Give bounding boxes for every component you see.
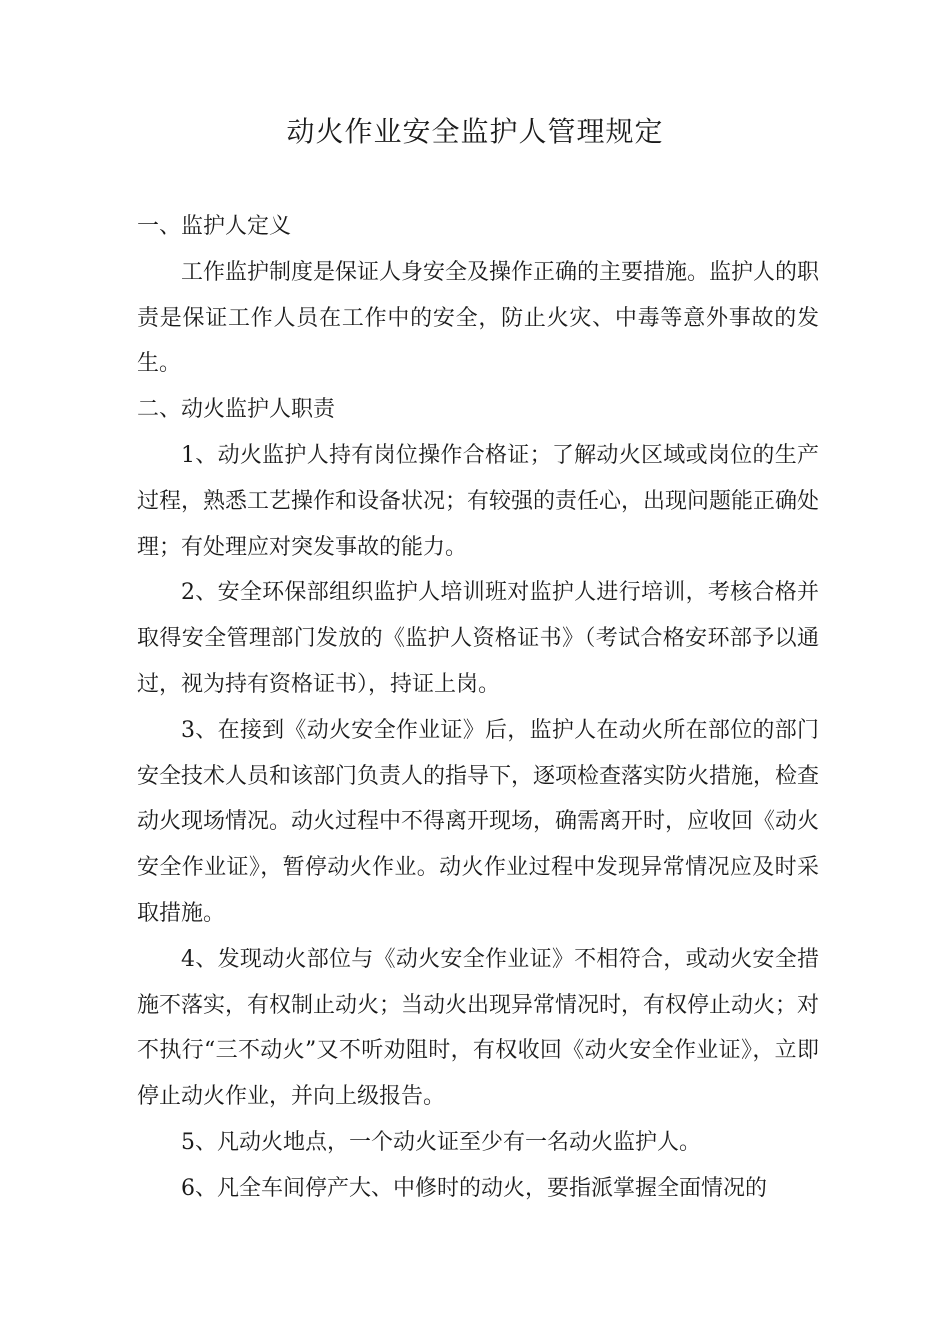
duty-item-3: 3、在接到《动火安全作业证》后，监护人在动火所在部位的部门安全技术人员和该部门负责人的指导下，逐项检查落实防火措施，检查动火现场情况。动火过程中不得离开现场，确需离开时，应收回《动火安全作业证》，暂停动火作业。动火作业过程中发现异常情况应及时采取措施。 [137,717,820,926]
duty-item-6: 6、凡全车间停产大、中修时的动火，要指派掌握全面情况的 [181,1175,767,1201]
section-heading-definition: 一、监护人定义 [137,214,292,239]
document-body [137,204,819,1212]
duty-item-1: 1、动火监护人持有岗位操作合格证；了解动火区域或岗位的生产过程，熟悉工艺操作和设备状况；有较强的责任心，出现问题能正确处理；有处理应对突发事故的能力。 [137,442,820,560]
section-heading-duties: 二、动火监护人职责 [137,397,336,423]
paragraph-definition: 工作监护制度是保证人身安全及操作正确的主要措施。监护人的职责是保证工作人员在工作中的安全，防止火灾、中毒等意外事故的发生。 [137,259,820,377]
duty-item-5: 5、凡动火地点，一个动火证至少有一名动火监护人。 [181,1129,701,1155]
duty-item-2: 2、安全环保部组织监护人培训班对监护人进行培训，考核合格并取得安全管理部门发放的《监护人资格证书》（考试合格安环部予以通过，视为持有资格证书），持证上岗。 [137,580,819,697]
document-title: 动火作业安全监护人管理规定 [286,115,664,148]
duty-item-4: 4、发现动火部位与《动火安全作业证》不相符合，或动火安全措施不落实，有权制止动火；当动火出现异常情况时，有权停止动火；对不执行“三不动火”又不听劝阻时，有权收回《动火安全作业证》，立即停止动火作业，并向上级报告。 [137,946,820,1110]
